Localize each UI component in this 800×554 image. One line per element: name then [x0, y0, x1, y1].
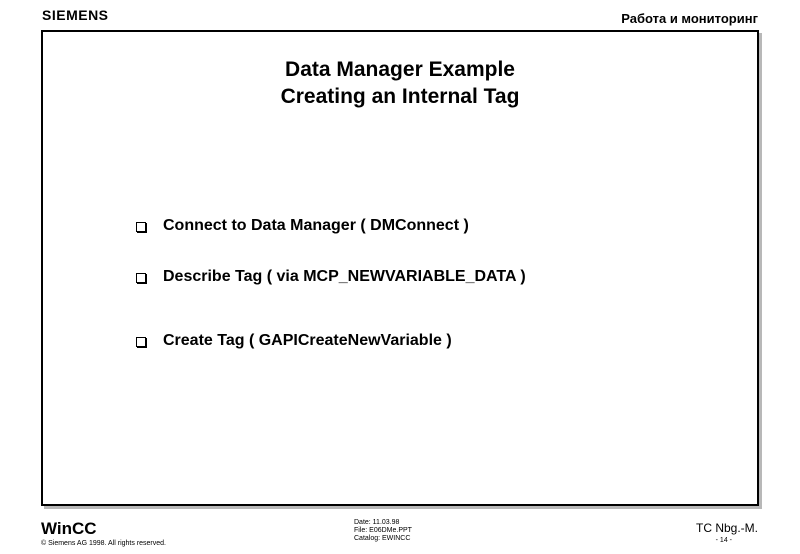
bullet-text: Create Tag ( GAPICreateNewVariable ) [163, 332, 452, 349]
siemens-logo: SIEMENS [42, 7, 109, 23]
footer-org: TC Nbg.-M. [695, 521, 758, 535]
footer-file: File: E06DMe.PPT [354, 527, 412, 534]
bullet-box-icon [136, 222, 146, 232]
footer-meta [354, 519, 412, 543]
slide-title [43, 56, 757, 110]
slide-frame [41, 30, 759, 506]
footer-page-number: - 14 - [715, 537, 732, 544]
bullet-text: Describe Tag ( via MCP_NEWVARIABLE_DATA ) [163, 268, 526, 285]
footer-product: WinCC [41, 519, 97, 538]
footer-date: Date: 11.03.98 [354, 519, 400, 526]
footer-copyright: © Siemens AG 1998. All rights reserved. [41, 540, 166, 547]
slide-title-line-2: Creating an Internal Tag [280, 85, 520, 108]
bullet-text: Connect to Data Manager ( DMConnect ) [163, 217, 469, 234]
bullet-box-icon [136, 273, 146, 283]
bullet-box-icon [136, 337, 146, 347]
footer-catalog: Catalog: EWINCC [354, 535, 411, 542]
section-title: Работа и мониторинг [621, 11, 758, 26]
slide-title-line-1: Data Manager Example [285, 58, 515, 81]
